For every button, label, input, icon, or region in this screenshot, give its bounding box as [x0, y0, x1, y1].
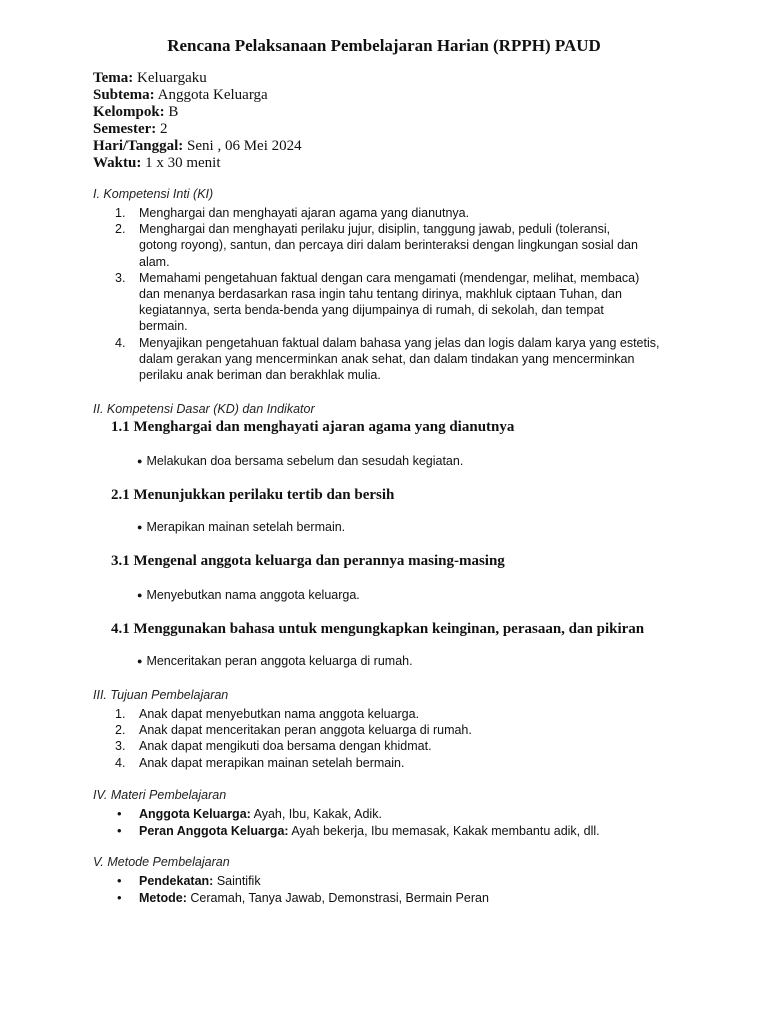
bullet-icon: •	[117, 822, 122, 838]
list-text: Anak dapat mengikuti doa bersama dengan khidmat.	[139, 739, 432, 754]
kd-indicator-text: Melakukan doa bersama sebelum dan sesudah kegiatan.	[146, 454, 464, 468]
list-label: Peran Anggota Keluarga:	[139, 823, 289, 838]
list-text: Anak dapat menyebutkan nama anggota keluarga.	[139, 707, 420, 721]
list-item	[93, 722, 693, 738]
list-number: 2.	[115, 723, 126, 738]
bullet-icon: •	[117, 806, 122, 821]
meta-value: 2	[160, 121, 168, 137]
meta-row-hari-tanggal	[93, 138, 302, 155]
bullet-icon: ●	[137, 590, 143, 600]
list-item	[93, 890, 713, 907]
list-number: 1.	[115, 206, 126, 220]
meta-row-subtema	[93, 87, 302, 104]
page-title: Rencana Pelaksanaan Pembelajaran Harian (RPPH) PAUD	[167, 36, 601, 55]
list-number: 4.	[115, 335, 126, 350]
bullet-icon: ●	[137, 656, 143, 666]
meta-value: B	[168, 104, 179, 120]
section-heading-kd: II. Kompetensi Dasar (KD) dan Indikator	[93, 402, 315, 416]
list-number: 2.	[115, 222, 126, 237]
list-number: 1.	[115, 707, 126, 721]
list-item	[93, 706, 693, 722]
list-text-line: Menyajikan pengetahuan faktual dalam bahasa yang jelas dan logis dalam karya yang estetis,	[139, 335, 660, 350]
kd-title: 3.1 Mengenal anggota keluarga dan perannya masing-masing	[111, 553, 505, 569]
kd-indicator	[137, 520, 345, 534]
section-heading-tujuan: III. Tujuan Pembelajaran	[93, 688, 229, 702]
list-label: Metode:	[139, 890, 187, 905]
list-item	[93, 823, 713, 840]
kd-title: 4.1 Menggunakan bahasa untuk mengungkapkan keinginan, perasaan, dan pikiran	[111, 621, 645, 637]
kd-title: 2.1 Menunjukkan perilaku tertib dan bersih	[111, 487, 395, 503]
list-text-line: kegiatannya, serta benda-benda yang dijumpainya di rumah, di sekolah, dan tempat	[139, 303, 604, 318]
meta-value: Keluargaku	[137, 70, 207, 86]
kd-indicator	[137, 588, 360, 602]
kd-indicator-text: Menceritakan peran anggota keluarga di rumah.	[146, 654, 413, 668]
bullet-icon: •	[117, 889, 122, 905]
list-label: Anggota Keluarga:	[139, 807, 251, 821]
tujuan-list	[93, 706, 693, 771]
kd-indicator-text: Menyebutkan nama anggota keluarga.	[146, 588, 360, 602]
section-heading-materi: IV. Materi Pembelajaran	[93, 788, 227, 802]
list-text: Ayah bekerja, Ibu memasak, Kakak membantu adik, dll.	[288, 823, 600, 838]
list-item	[93, 873, 713, 890]
list-text-line: alam.	[139, 254, 170, 269]
list-text-line: dan menanya berdasarkan rasa ingin tahu tentang dirinya, makhluk ciptaan Tuhan, dan	[139, 287, 622, 302]
list-text-line: bermain.	[139, 319, 188, 334]
meta-value: 1 x 30 menit	[145, 155, 221, 171]
kd-indicator	[137, 654, 413, 668]
meta-key: Tema:	[93, 70, 134, 86]
list-item	[93, 270, 693, 335]
list-item	[93, 755, 693, 771]
meta-key: Hari/Tanggal:	[93, 138, 184, 154]
meta-row-tema	[93, 70, 302, 87]
meta-key: Waktu:	[93, 155, 142, 171]
list-label: Pendekatan:	[139, 874, 214, 888]
kd-indicator	[137, 454, 463, 468]
list-text-line: Memahami pengetahuan faktual dengan cara mengamati (mendengar, melihat, membaca)	[139, 270, 640, 285]
materi-list	[93, 806, 713, 839]
meta-block	[93, 70, 302, 172]
list-text: Saintifik	[213, 874, 261, 888]
meta-row-kelompok	[93, 104, 302, 121]
section-heading-ki: I. Kompetensi Inti (KI)	[93, 187, 214, 201]
list-item	[93, 205, 693, 221]
list-text-line: perilaku anak beriman dan berakhlak mulia.	[139, 368, 381, 383]
meta-value: Anggota Keluarga	[157, 87, 268, 103]
list-text: Anak dapat merapikan mainan setelah bermain.	[139, 755, 405, 770]
metode-list	[93, 873, 713, 906]
list-text: Anak dapat menceritakan peran anggota keluarga di rumah.	[139, 723, 472, 738]
list-text-line: gotong royong), santun, dan percaya diri dalam berinteraksi dengan lingkungan sosial dan	[139, 238, 638, 253]
list-item	[93, 738, 693, 754]
bullet-icon: ●	[137, 456, 143, 466]
section-heading-metode: V. Metode Pembelajaran	[93, 855, 230, 869]
list-item	[93, 806, 713, 823]
meta-row-waktu	[93, 155, 302, 172]
bullet-icon: ●	[137, 522, 143, 532]
bullet-icon: •	[117, 873, 122, 888]
list-text-line: Menghargai dan menghayati perilaku jujur, disiplin, tanggung jawab, peduli (toleransi,	[139, 222, 611, 237]
meta-value: Seni , 06 Mei 2024	[187, 138, 302, 154]
meta-row-semester	[93, 121, 302, 138]
list-item	[93, 221, 693, 270]
list-item	[93, 335, 693, 384]
ki-list	[93, 205, 693, 383]
kd-title: 1.1 Menghargai dan menghayati ajaran agama yang dianutnya	[111, 419, 515, 435]
list-number: 3.	[115, 270, 126, 285]
list-text: Ayah, Ibu, Kakak, Adik.	[250, 807, 382, 821]
list-text-line: dalam gerakan yang mencerminkan anak sehat, dan dalam tindakan yang mencerminkan	[139, 351, 635, 366]
list-text-line: Menghargai dan menghayati ajaran agama yang dianutnya.	[139, 206, 470, 220]
list-text: Ceramah, Tanya Jawab, Demonstrasi, Bermain Peran	[186, 890, 489, 905]
kd-indicator-text: Merapikan mainan setelah bermain.	[146, 520, 346, 534]
meta-key: Semester:	[93, 121, 157, 137]
meta-key: Kelompok:	[93, 104, 165, 120]
list-number: 4.	[115, 755, 126, 770]
list-number: 3.	[115, 739, 126, 754]
meta-key: Subtema:	[93, 87, 155, 103]
